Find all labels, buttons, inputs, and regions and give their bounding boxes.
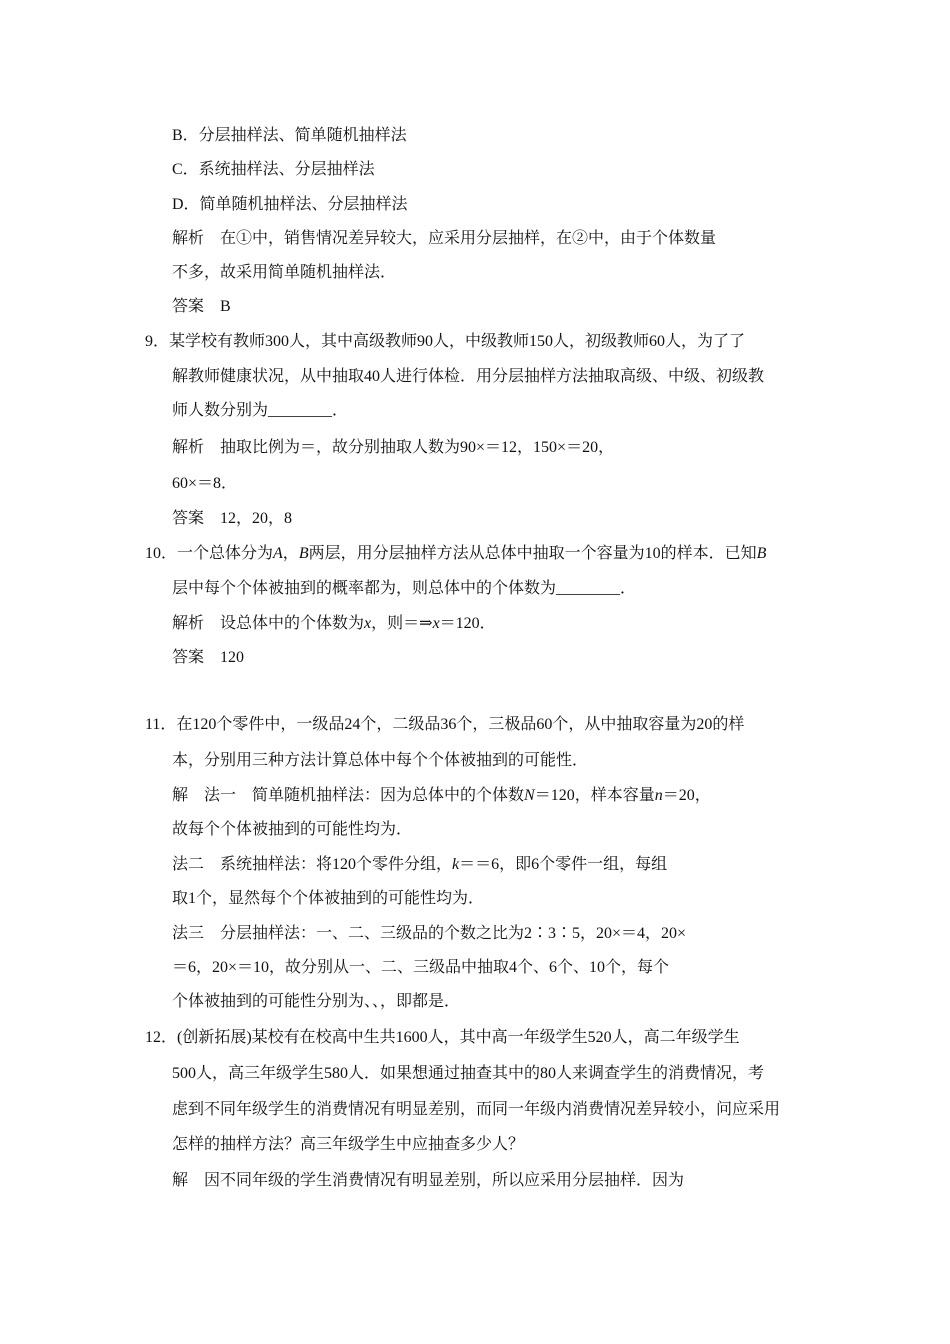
answer-label: 答案 [172,510,205,527]
analysis-text: 在①中，销售情况差异较大，应采用分层抽样，在②中，由于个体数量 [220,230,717,247]
q8-analysis-line1 [172,229,716,249]
analysis-text: 抽取比例为＝，故分别抽取人数为90×＝12，150×＝20， [220,439,615,456]
stem-text: ， [282,545,299,562]
q11-method1-line2: 故每个个体被抽到的可能性均为． [172,821,413,838]
q9-answer [172,509,292,529]
method-text: 分层抽样法：一、二、三级品的个数之比为2∶3∶5，20×＝4，20× [220,925,687,942]
q10-stem-line2: 层中每个个体被抽到的概率都为，则总体中的个体数为________． [172,580,637,597]
answer-label: 答案 [172,298,205,315]
variable-x: x [432,615,440,632]
q11-stem-line2: 本，分别用三种方法计算总体中每个个体被抽到的可能性． [172,752,589,769]
q11-method3-line3: 个体被抽到的可能性分别为、、，即都是． [172,993,461,1010]
variable-k: k [452,856,460,873]
answer-value: B [220,298,231,315]
variable-x: x [364,615,372,632]
analysis-label: 解析 [172,439,205,456]
q9-stem-line2: 解教师健康状况，从中抽取40人进行体检．用分层抽样方法抽取高级、中级、初级教 [172,368,765,385]
stem-text: 10．一个总体分为 [145,545,274,562]
solution-label: 解 [172,787,189,804]
variable-b: B [756,545,767,562]
q11-method1-line1 [172,786,711,806]
variable-n-upper: N [524,787,535,804]
answer-value: 120 [220,649,245,666]
q8-answer [172,297,231,317]
q9-stem-line3: 师人数分别为________． [172,402,349,419]
method-text: 简单随机抽样法：因为总体中的个体数 [252,787,525,804]
q12-stem-line1: 12．(创新拓展)某校有在校高中生共1600人，其中高一年级学生520人，高二年级学生 [145,1029,740,1046]
analysis-text: ，则＝⇒ [371,615,433,632]
variable-n-lower: n [654,787,663,804]
method-label: 法一 [204,787,237,804]
variable-a: A [273,545,283,562]
q9-stem-line1: 9．某学校有教师300人，其中高级教师90人，中级教师150人，初级教师60人，为了了 [145,333,746,350]
method-text: ＝＝6，即6个零件一组，每组 [459,856,668,873]
method-text: ＝20， [662,787,711,804]
q11-stem-line1: 11．在120个零件中，一级品24个，二级品36个，三极品60个，从中抽取容量为20的样 [145,716,745,733]
q9-analysis-line1 [172,438,614,458]
q8-option-c: C．系统抽样法、分层抽样法 [172,161,375,178]
analysis-text: 设总体中的个体数为 [220,615,365,632]
q11-method3-line2: ＝6，20×＝10，故分别从一、二、三级品中抽取4个、6个、10个，每个 [172,959,670,976]
q8-analysis-line2: 不多，故采用简单随机抽样法． [172,264,397,281]
variable-b: B [298,545,309,562]
q12-solution-line1 [172,1171,684,1191]
analysis-label: 解析 [172,615,205,632]
q9-analysis-line2: 60×＝8． [172,475,238,492]
answer-value: 12，20，8 [220,510,293,527]
q8-option-b: B．分层抽样法、简单随机抽样法 [172,127,407,144]
q12-stem-line4: 怎样的抽样方法？高三年级学生中应抽查多少人？ [172,1136,525,1153]
q11-method2-line2: 取1个，显然每个个体被抽到的可能性均为． [172,890,485,907]
method-label: 法二 [172,856,205,873]
q8-option-d: D．简单随机抽样法、分层抽样法 [172,196,408,213]
solution-label: 解 [172,1172,189,1189]
q10-stem-line1 [145,544,766,564]
q11-method3-line1 [172,924,686,944]
q12-stem-line3: 虑到不同年级学生的消费情况有明显差别，而同一年级内消费情况差异较小，问应采用 [172,1101,781,1118]
analysis-text: ＝120． [439,615,496,632]
method-text: 系统抽样法：将120个零件分组， [220,856,453,873]
method-label: 法三 [172,925,205,942]
q10-answer [172,648,244,668]
q11-method2-line1 [172,855,667,875]
method-text: ＝120，样本容量 [534,787,655,804]
stem-text: 两层，用分层抽样方法从总体中抽取一个容量为10的样本．已知 [308,545,757,562]
q12-stem-line2: 500人，高三年级学生580人．如果想通过抽查其中的80人来调查学生的消费情况，考 [172,1065,765,1082]
answer-label: 答案 [172,649,205,666]
analysis-label: 解析 [172,230,205,247]
q10-analysis [172,614,496,634]
solution-text: 因不同年级的学生消费情况有明显差别，所以应采用分层抽样．因为 [204,1172,685,1189]
